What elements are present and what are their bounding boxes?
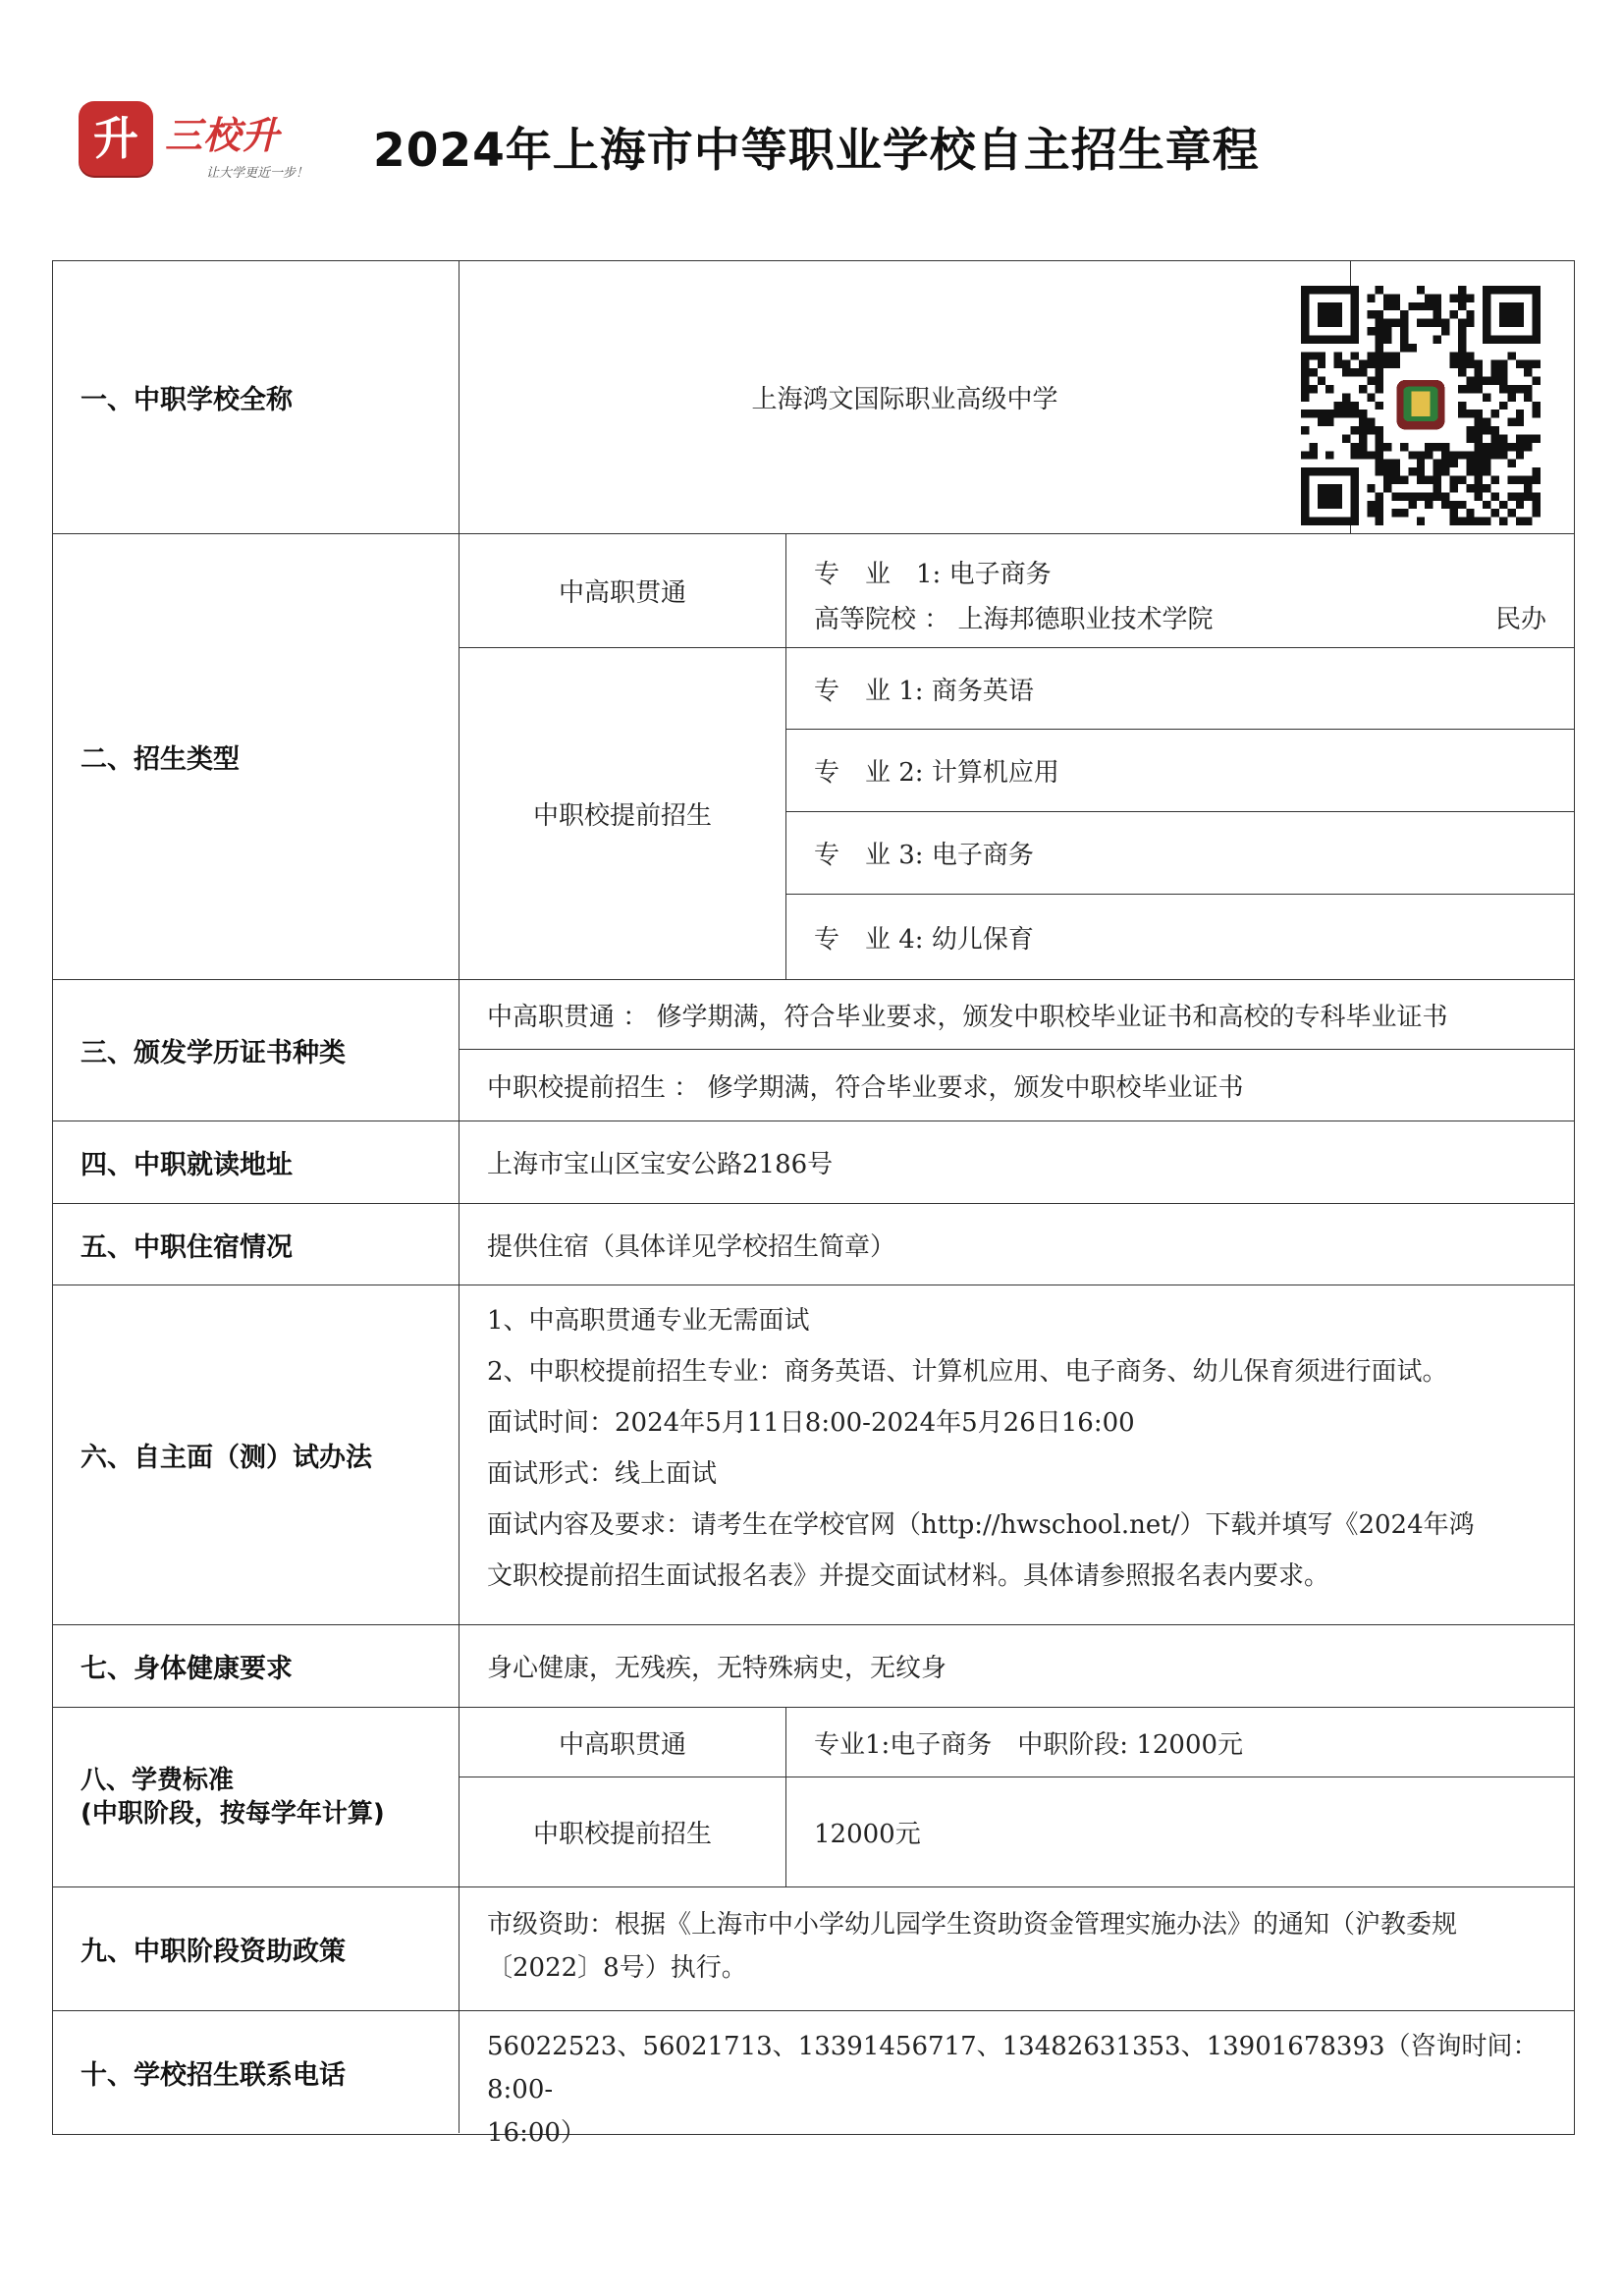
label-interview: 六、自主面（测）试办法 — [53, 1285, 460, 1625]
type-early-admission: 中职校提前招生 — [460, 648, 786, 980]
tuition-early-admission-value: 12000元 — [786, 1777, 1574, 1887]
address-value: 上海市宝山区宝安公路2186号 — [460, 1121, 1574, 1204]
brand-logo — [79, 101, 314, 182]
label-address: 四、中职就读地址 — [53, 1121, 460, 1204]
document-title: 2024年上海市中等职业学校自主招生章程 — [373, 124, 1260, 178]
tuition-through-train-value: 专业1:电子商务 中职阶段: 12000元 — [786, 1708, 1574, 1777]
through-train-major: 专 业 1: 电子商务 — [814, 560, 1052, 589]
label-accommodation: 五、中职住宿情况 — [53, 1204, 460, 1285]
subsidy-line: 市级资助：根据《上海市中小学幼儿园学生资助资金管理实施办法》的通知（沪教委规 — [487, 1910, 1458, 1940]
logo-name: 三校升 — [165, 114, 281, 157]
interview-format: 面试形式：线上面试 — [487, 1459, 718, 1489]
interview-line: 2、中职校提前招生专业：商务英语、计算机应用、电子商务、幼儿保育须进行面试。 — [487, 1357, 1448, 1387]
tuition-type-early-admission: 中职校提前招生 — [460, 1777, 786, 1887]
major-item: 专 业 1: 商务英语 — [786, 648, 1574, 730]
tuition-type-through-train: 中高职贯通 — [460, 1708, 786, 1777]
through-train-college: 高等院校 ： 上海邦德职业技术学院 — [814, 605, 1214, 634]
contact-hours: 16:00） — [487, 2118, 586, 2148]
logo-mark: 升 — [79, 101, 153, 176]
subsidy-line: 〔2022〕8号）执行。 — [487, 1953, 747, 1983]
contact-phones: 56022523、56021713、13391456717、13482631353、13901678393（咨询时间：8:00- — [487, 2032, 1539, 2105]
interview-requirement-cont: 文职校提前招生面试报名表》并提交面试材料。具体请参照报名表内要求。 — [487, 1561, 1330, 1591]
label-contact: 十、学校招生联系电话 — [53, 2011, 460, 2133]
tuition-label-note: (中职阶段，按每学年计算) — [81, 1799, 385, 1829]
major-item: 专 业 2: 计算机应用 — [786, 730, 1574, 812]
qr-code-icon — [1301, 286, 1541, 525]
label-school-name: 一、中职学校全称 — [53, 261, 460, 534]
label-admission-type: 二、招生类型 — [53, 534, 460, 980]
tuition-label-title: 八、学费标准 — [81, 1766, 235, 1795]
label-certificate: 三、颁发学历证书种类 — [53, 980, 460, 1121]
major-item: 专 业 3: 电子商务 — [786, 812, 1574, 895]
health-value: 身心健康，无残疾，无特殊病史，无纹身 — [460, 1625, 1574, 1708]
through-train-college-row — [814, 597, 1546, 642]
certificate-through-train: 中高职贯通 ： 修学期满，符合毕业要求，颁发中职校毕业证书和高校的专科毕业证书 — [460, 980, 1574, 1050]
label-tuition — [53, 1708, 460, 1887]
admission-table — [52, 260, 1575, 2148]
type-through-train: 中高职贯通 — [460, 534, 786, 648]
certificate-early-admission: 中职校提前招生 ： 修学期满，符合毕业要求，颁发中职校毕业证书 — [460, 1050, 1574, 1121]
through-train-detail — [786, 534, 1574, 648]
accommodation-value: 提供住宿（具体详见学校招生简章） — [460, 1204, 1574, 1285]
logo-slogan: 让大学更近一步！ — [206, 166, 309, 181]
school-crest-icon — [1392, 377, 1450, 435]
school-name-value: 上海鸿文国际职业高级中学 — [460, 261, 1351, 534]
interview-detail — [460, 1285, 1574, 1625]
interview-requirement: 面试内容及要求：请考生在学校官网（http://hwschool.net/）下载并填写《2024年鸿 — [487, 1510, 1475, 1540]
major-item: 专 业 4: 幼儿保育 — [786, 895, 1574, 980]
college-nature: 民办 — [1494, 605, 1546, 634]
interview-time: 面试时间：2024年5月11日8:00-2024年5月26日16:00 — [487, 1408, 1135, 1438]
label-subsidy: 九、中职阶段资助政策 — [53, 1887, 460, 2011]
contact-detail — [460, 2011, 1574, 2148]
subsidy-detail — [460, 1887, 1574, 2011]
interview-line: 1、中高职贯通专业无需面试 — [487, 1306, 810, 1336]
label-health: 七、身体健康要求 — [53, 1625, 460, 1708]
